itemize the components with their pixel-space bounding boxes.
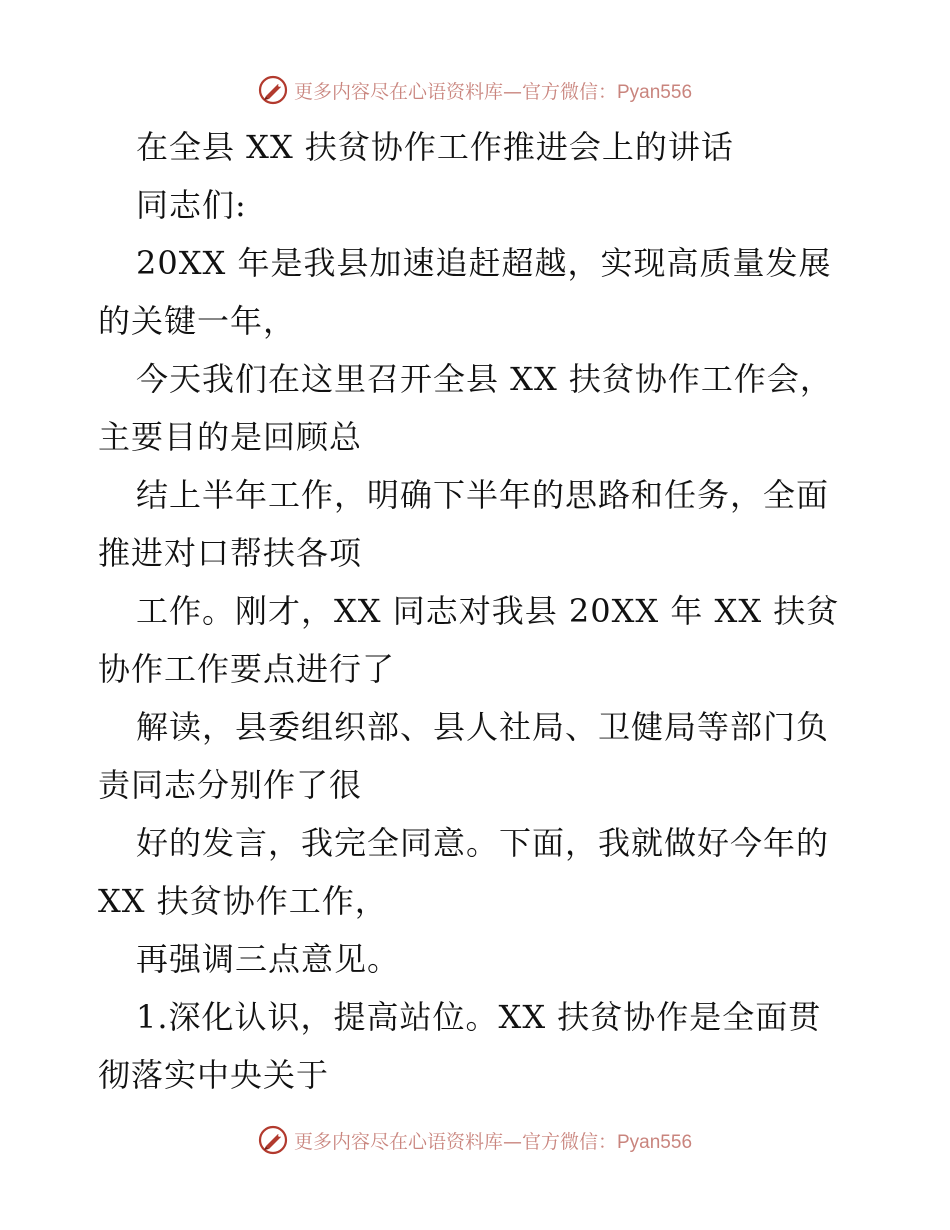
paragraph-line: 再强调三点意见。 (136, 940, 401, 978)
paragraph-line: 今天我们在这里召开全县 XX 扶贫协作工作会， (136, 360, 833, 398)
watermark-text: 更多内容尽在心语资料库—官方微信：Pyan556 (293, 1130, 693, 1153)
paragraph-line: 同志们: (136, 186, 247, 224)
paragraph-line: 1.深化认识，提高站位。XX 扶贫协作是全面贯 (136, 998, 822, 1036)
watermark-wechat-id: Pyan556 (617, 81, 693, 103)
watermark-wechat-id: Pyan556 (617, 1131, 693, 1153)
pen-logo-icon (258, 1125, 288, 1155)
watermark-text: 更多内容尽在心语资料库—官方微信：Pyan556 (293, 80, 693, 103)
paragraph-line: 主要目的是回顾总 (98, 418, 363, 456)
paragraph-line: 彻落实中央关于 (98, 1056, 330, 1094)
paragraph-line: 的关键一年， (98, 302, 297, 340)
paragraph-line: 责同志分别作了很 (98, 766, 363, 804)
paragraph-line: 工作。刚才，XX 同志对我县 20XX 年 XX 扶贫 (136, 592, 840, 630)
watermark-banner-top (0, 70, 950, 110)
pen-logo-icon (258, 75, 288, 105)
document-title: 在全县 XX 扶贫协作工作推进会上的讲话 (136, 128, 734, 166)
document-body (98, 118, 858, 1104)
paragraph-line: 协作工作要点进行了 (98, 650, 396, 688)
paragraph-line: 推进对口帮扶各项 (98, 534, 363, 572)
paragraph-line: XX 扶贫协作工作， (98, 882, 388, 920)
paragraph-line: 20XX 年是我县加速追赶超越，实现高质量发展 (136, 244, 832, 282)
paragraph-line: 解读，县委组织部、县人社局、卫健局等部门负 (136, 708, 830, 746)
paragraph-line: 好的发言，我完全同意。下面，我就做好今年的 (136, 824, 830, 862)
watermark-banner-bottom (0, 1120, 950, 1160)
paragraph-line: 结上半年工作，明确下半年的思路和任务，全面 (136, 476, 830, 514)
